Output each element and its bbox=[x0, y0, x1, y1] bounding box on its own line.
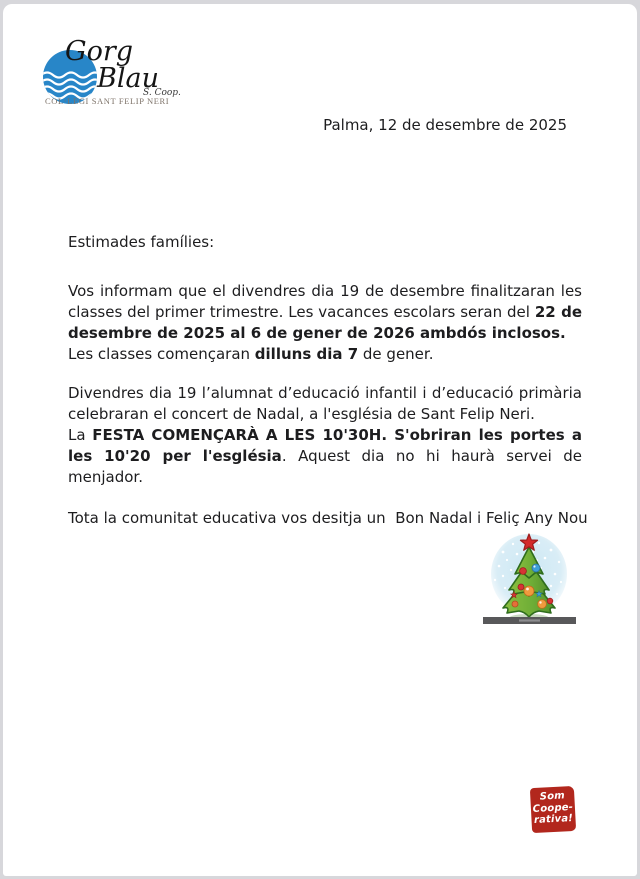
stamp-line: rativa! bbox=[533, 812, 574, 827]
stamp-line: Som bbox=[539, 790, 566, 803]
date-line: Palma, 12 de desembre de 2025 bbox=[323, 116, 567, 134]
gorg-blau-logo-graphic bbox=[39, 35, 199, 109]
salutation: Estimades famílies: bbox=[68, 233, 215, 251]
paragraphs-container bbox=[68, 281, 582, 488]
paragraph: Vos informam que el divendres dia 19 de desembre finalitzaran les classes del primer trimestre. Les vacances escolars seran del 22 de desembre de 2025 al 6 de gener de 2026 ambdós inclosos. bbox=[68, 282, 583, 342]
letter-page bbox=[3, 4, 637, 876]
stamp-line: Coope- bbox=[532, 801, 574, 815]
closing-line: Tota la comunitat educativa vos desitja un Bon Nadal i Feliç Any Nou bbox=[68, 509, 588, 527]
christmas-tree-graphic bbox=[481, 532, 578, 632]
paragraph: Les classes començaran dilluns dia 7 de gener. bbox=[68, 345, 434, 363]
letter-body bbox=[68, 232, 588, 529]
logo-name-line2: Blau bbox=[97, 63, 159, 94]
tree-watermark-bar bbox=[483, 617, 576, 624]
school-logo bbox=[39, 35, 199, 113]
logo-name-line1: Gorg bbox=[65, 36, 134, 67]
logo-school-name: COL·LEGI SANT FELIP NERI bbox=[45, 96, 170, 106]
coop-stamp bbox=[530, 786, 576, 833]
logo-coop-label: S. Coop. bbox=[143, 88, 181, 98]
christmas-tree-image bbox=[481, 532, 578, 632]
paragraph: La FESTA COMENÇARÀ A LES 10'30H. S'obriran les portes a les 10'20 per l'església. Aquest dia no hi haurà servei de menjador. bbox=[68, 426, 582, 486]
paragraph: Divendres dia 19 l’alumnat d’educació infantil i d’educació primària celebraran el concert de Nadal, a l'església de Sant Felip Neri. bbox=[68, 384, 582, 423]
